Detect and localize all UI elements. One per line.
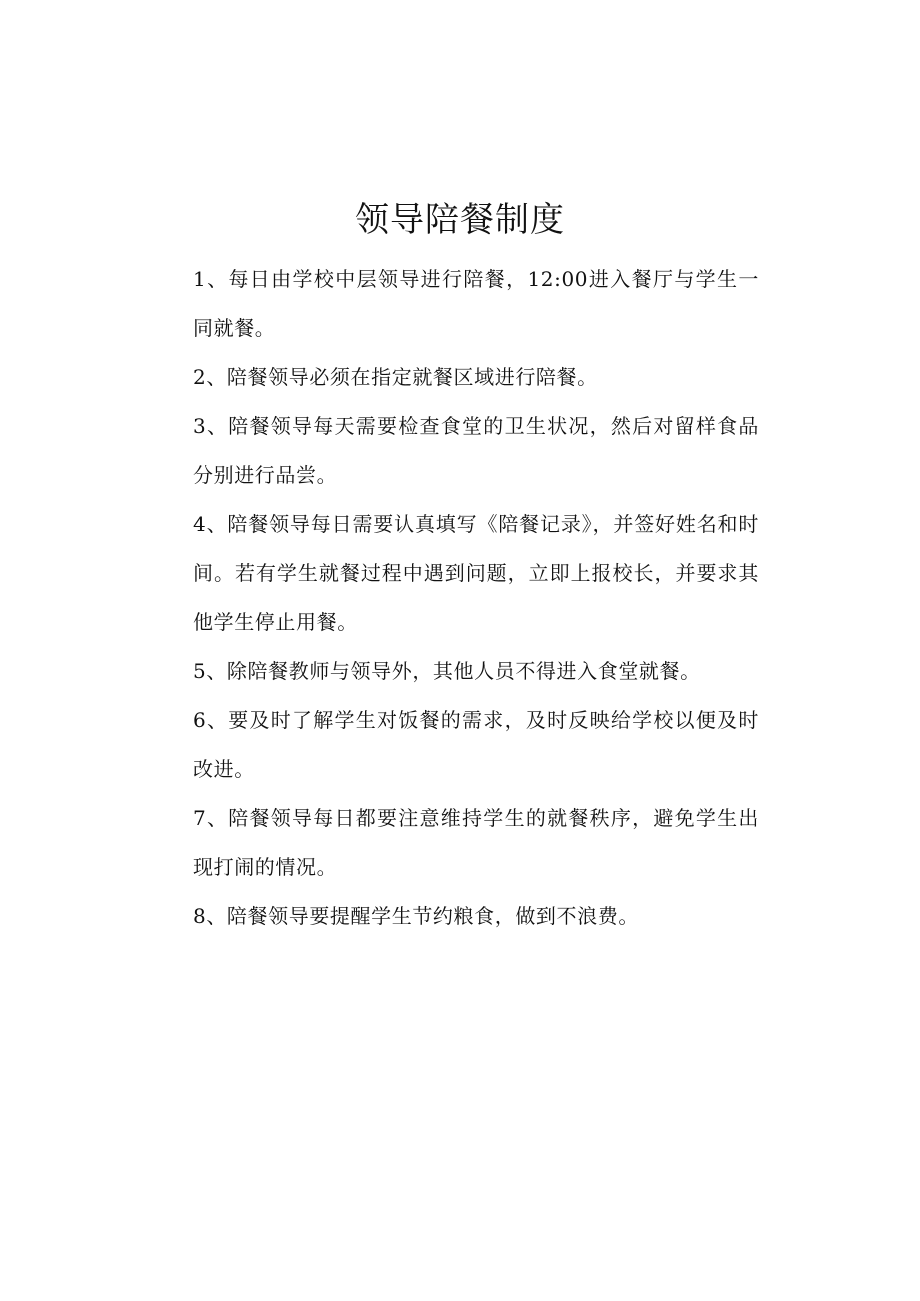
document-title: 领导陪餐制度: [355, 200, 565, 240]
clause-list: [193, 255, 759, 941]
clause-2: 2、陪餐领导必须在指定就餐区域进行陪餐。: [193, 365, 598, 389]
clause-4: 4、陪餐领导每日需要认真填写《陪餐记录》，并签好姓名和时间。若有学生就餐过程中遇到问题，立即上报校长，并要求其他学生停止用餐。: [193, 512, 759, 634]
clause-6: 6、要及时了解学生对饭餐的需求，及时反映给学校以便及时改进。: [193, 708, 759, 781]
clause-5: 5、除陪餐教师与领导外，其他人员不得进入食堂就餐。: [193, 659, 701, 683]
clause-8: 8、陪餐领导要提醒学生节约粮食，做到不浪费。: [193, 904, 639, 928]
clause-3: 3、陪餐领导每天需要检查食堂的卫生状况，然后对留样食品分别进行品尝。: [193, 414, 759, 487]
clause-1: 1、每日由学校中层领导进行陪餐，12:00进入餐厅与学生一同就餐。: [193, 267, 759, 340]
clause-7: 7、陪餐领导每日都要注意维持学生的就餐秩序，避免学生出现打闹的情况。: [193, 806, 759, 879]
